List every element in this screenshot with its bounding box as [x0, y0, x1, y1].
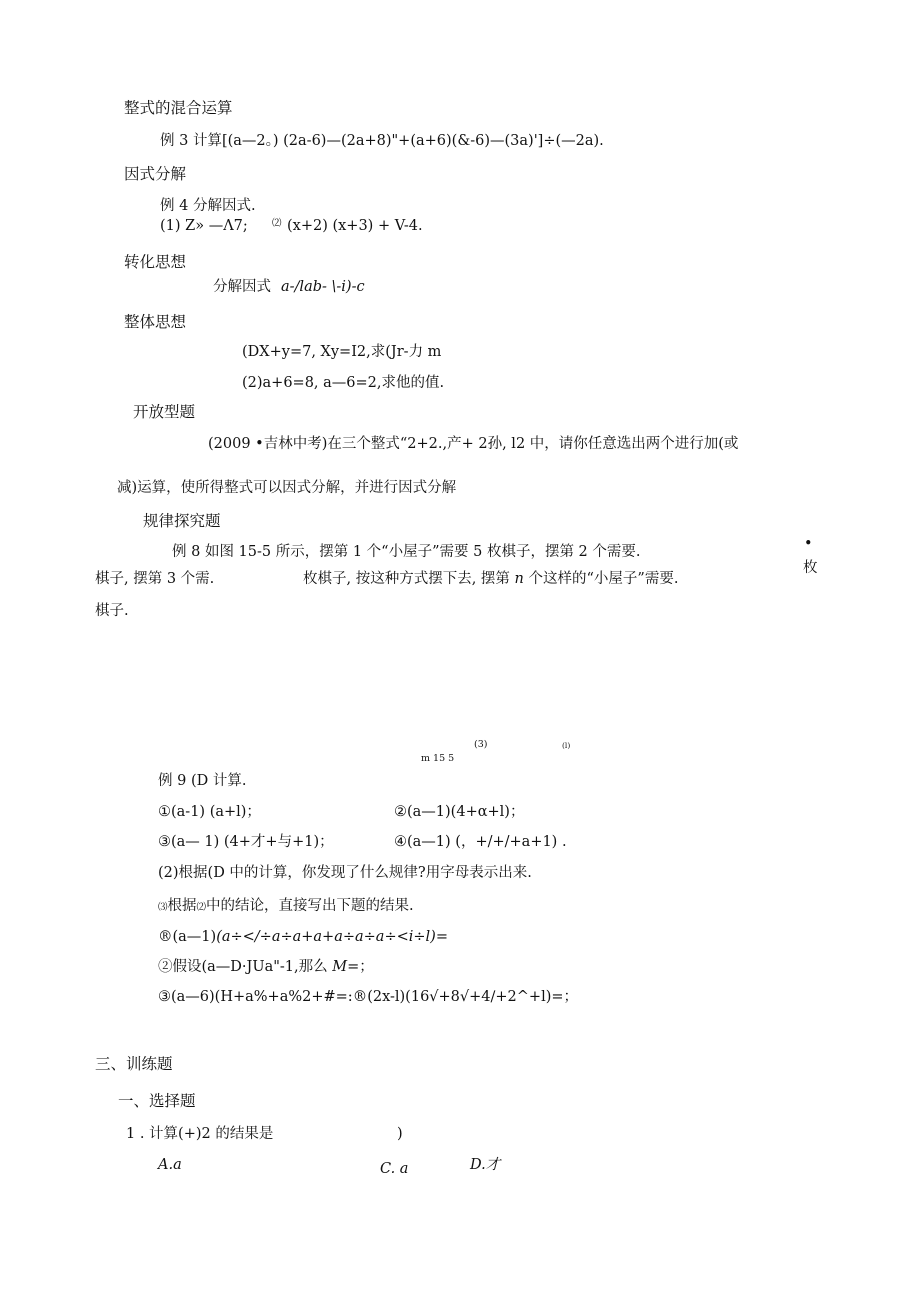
option-a: A.a [158, 1157, 182, 1173]
example-4-item-2-marker: ⑵ [272, 218, 282, 229]
example-9-question-3: ⑶根据⑵中的结论，直接写出下题的结果. [158, 898, 414, 914]
training-question-1: 1 . 计算(+)2 的结果是 [126, 1126, 274, 1142]
transformation-expression: a-∕lab- \-i)-c [281, 279, 365, 295]
section-heading-mixed-operations: 整式的混合运算 [124, 99, 233, 117]
example-8-line-3: 棋子. [95, 603, 129, 619]
holistic-line-1: (DX+y=7, Xy=I2,求(Jr-力 m [242, 344, 442, 360]
example-8-line-1: 例 8 如图 15-5 所示，摆第 1 个“小屋子”需要 5 枚棋子，摆第 2 个需要. [172, 544, 641, 560]
example-3: 例 3 计算[(a—2。) (2a-6)—(2a+8)"+(a+6)(&-6)—(3a)']÷(—2a). [160, 133, 604, 149]
figure-label-3: (3) [474, 739, 488, 750]
example-9-result-3: ③(a—6)(H+a%+a%2+#=:®(2x-l)(16√+8√+4∕+2^+l)=； [158, 989, 579, 1005]
choice-heading: 一、选择题 [118, 1092, 196, 1110]
example-9-calc-3: ③(a— 1) (4+才+与+1)； [158, 834, 334, 850]
figure-caption: m 15 5 [421, 753, 455, 764]
training-question-1-paren: ) [397, 1126, 403, 1142]
transformation-prefix: 分解因式 [213, 279, 271, 295]
example-9-result-1: ®(a—1)(a÷</÷a÷a+a+a÷a÷a÷<i÷l)= [158, 929, 448, 945]
holistic-line-2: (2)a+6=8, a—6=2,求他的值. [242, 375, 445, 391]
example-8-unit-right: 枚 [803, 560, 818, 576]
example-9-question-2: (2)根据(D 中的计算，你发现了什么规律?用字母表示出来. [158, 865, 532, 881]
example-9-title: 例 9 (D 计算. [158, 773, 247, 789]
training-heading: 三、训练题 [95, 1055, 173, 1073]
example-8-line-2-right: 枚棋子, 按这种方式摆下去, 摆第 n 个这样的“小屋子”需要. [303, 571, 679, 587]
bullet-mark: • [804, 536, 813, 552]
example-4-item-1: (1) Z» —Λ7; [160, 218, 248, 234]
option-d: D.才 [470, 1157, 501, 1173]
open-ended-line-2: 减)运算，使所得整式可以因式分解，并进行因式分解 [117, 480, 457, 496]
example-9-result-2: ②假设(a—D·JUa"-1,那么 M=； [158, 959, 374, 975]
open-ended-line-1: (2009 •吉林中考)在三个整式“2+2.,产+ 2孙, l2 中，请你任意选出两个进行加(或 [208, 436, 739, 452]
figure-label-1: (l) [562, 741, 571, 750]
section-heading-transformation: 转化思想 [124, 253, 187, 271]
section-heading-factoring: 因式分解 [124, 165, 187, 183]
example-8-line-2-left: 棋子, 摆第 3 个需. [95, 571, 215, 587]
section-heading-open-ended: 开放型题 [133, 403, 196, 421]
example-9-calc-4: ④(a—1) (，+/+/+a+1) . [394, 834, 567, 850]
example-9-calc-2: ②(a—1)(4+α+l)； [394, 804, 525, 820]
option-c: C. a [380, 1161, 409, 1177]
example-9-calc-1: ①(a-1) (a+l)； [158, 804, 261, 820]
section-heading-pattern: 规律探究题 [143, 512, 221, 530]
section-heading-holistic: 整体思想 [124, 313, 187, 331]
example-4: 例 4 分解因式. [160, 198, 256, 214]
example-4-item-2: (x+2) (x+3) + V-4. [287, 218, 423, 234]
